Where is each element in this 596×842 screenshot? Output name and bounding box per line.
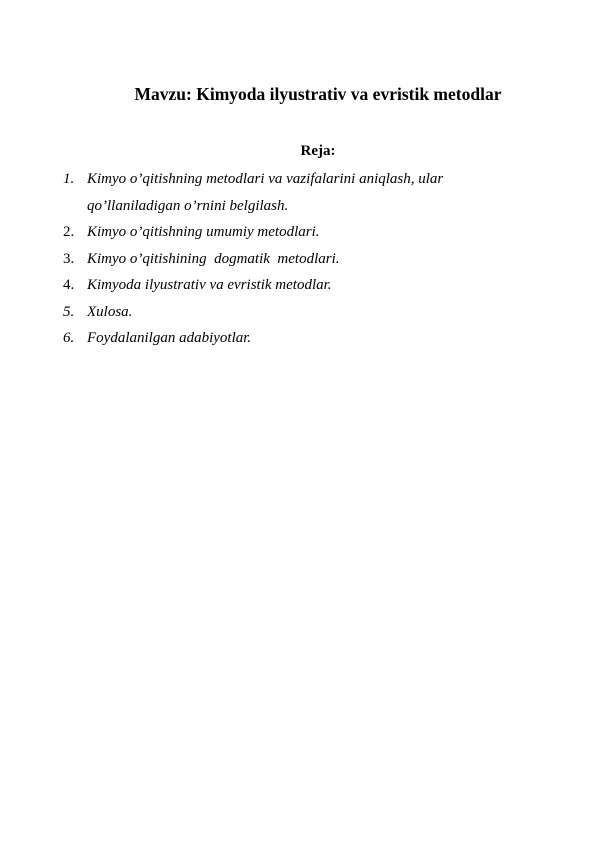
document-title: Mavzu: Kimyoda ilyustrativ va evristik metodlar [134,84,502,104]
plan-item [63,299,543,326]
plan-heading: Reja: [300,143,336,159]
plan-item-text: Kimyoda ilyustrativ va evristik metodlar. [87,277,332,293]
plan-item [63,166,543,219]
plan-item-text: Foydalanilgan adabiyotlar. [87,330,252,346]
plan-item-text: Kimyo o’qitishning metodlari va vazifalarini aniqlash, ular qo’llaniladigan o’rnini belgilash. [87,171,444,214]
plan-item-number: 1. [63,171,75,187]
plan-item-number: 4. [63,277,75,293]
plan-item [63,219,543,246]
plan-item-number: 2. [63,224,75,240]
plan-item [63,325,543,352]
plan-item [63,272,543,299]
plan-item-number: 5. [63,303,75,320]
plan-item-number: 3. [63,250,75,267]
plan-item-number: 6. [63,330,75,346]
plan-item [63,246,543,273]
plan-item-text: Kimyo o’qitishning umumiy metodlari. [87,224,320,240]
plan-item-text: Xulosa. [87,303,133,320]
plan-item-text: Kimyo o’qitishining dogmatik metodlari. [87,250,340,267]
plan-list [63,166,543,352]
